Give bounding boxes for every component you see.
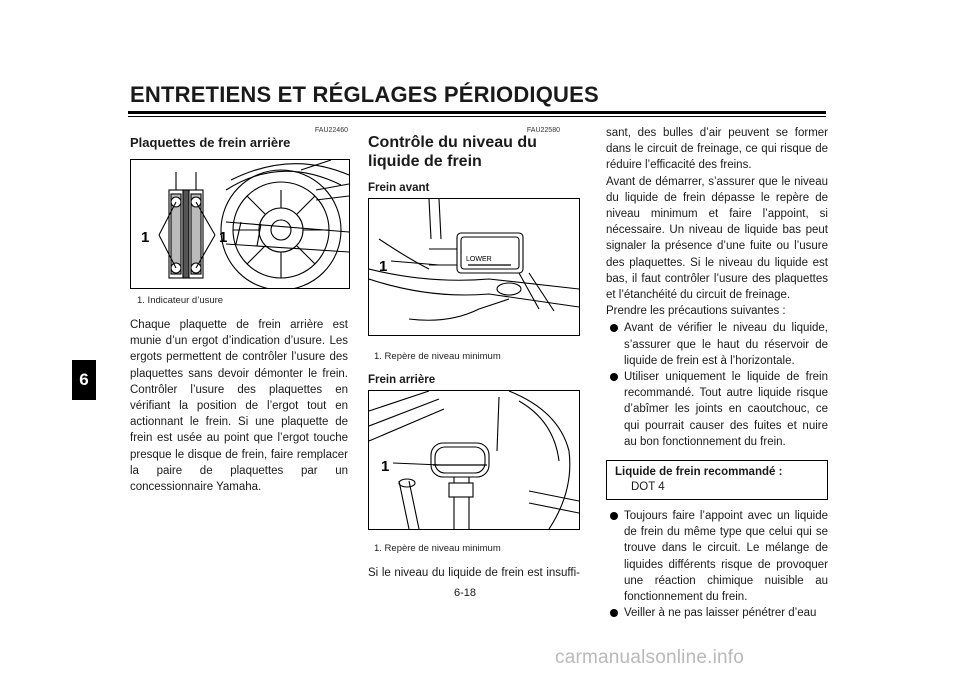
figure-rear-brake-reservoir (368, 390, 580, 530)
para-check-level: Avant de démarrer, s’assurer que le niveau du liquide de frein dépasse le repère de niveau minimum et faire l’appoint, si nécessaire. Un niveau de liquide bas peut signaler la présence d’une fuite ou l’usure des plaquettes. Si le niveau du liquide est bas, il faut contrôler l’usure des plaquettes et l’étanchéité du circuit de freinage. (606, 175, 828, 302)
figure-front-brake-reservoir (368, 198, 580, 336)
ref-code-brake-fluid: FAU22580 (526, 127, 560, 134)
body-rear-pads: Chaque plaquette de frein arrière est munie d’un ergot d’indication d’usure. Les ergots permettent de contrôler l’usure des plaquettes sans devoir démonter le frein. Contrôler l’usure des plaquettes en vérifiant la position de l’ergot tout en actionnant le frein. Si une plaquette de frein est usée au point que l’ergot touche presque le disque de frein, faire remplacer la paire de plaquettes par un concessionnaire Yamaha. (130, 319, 348, 494)
page-number: 6-18 (454, 587, 477, 599)
recommended-fluid-value: DOT 4 (631, 481, 665, 494)
page-header-title: ENTRETIENS ET RÉGLAGES PÉRIODIQUES (130, 82, 599, 107)
bullet-dot-icon (610, 373, 618, 381)
para-air-bubbles: sant, des bulles d’air peuvent se former dans le circuit de freinage, ce qui risque de réduire l’efficacité des freins. (606, 127, 828, 172)
header-rule-thick (128, 111, 826, 114)
recommended-fluid-box (606, 460, 828, 500)
para-precautions: Prendre les précautions suivantes : (606, 305, 786, 318)
bullet-dot-icon (610, 324, 618, 332)
section-heading-rear-pads: Plaquettes de frein arrière (130, 135, 291, 150)
caption-rear-pads: 1. Indicateur d’usure (137, 295, 224, 306)
figure-label-right: 1 (219, 229, 228, 246)
caption-front-brake: 1. Repère de niveau minimum (374, 351, 501, 362)
bullet-dot-icon (610, 609, 618, 617)
column-3 (606, 125, 828, 621)
subheading-front-brake: Frein avant (368, 182, 430, 194)
header-rule-thin (128, 116, 826, 117)
figure-label-front: 1 (379, 258, 388, 275)
rear-reservoir-illustration (369, 391, 579, 529)
bullet-text: Toujours faire l’appoint avec un liquide de frein du même type que celui qui se trouve dans le circuit. Le mélange de liquides différents risque de provoquer une réaction chimique nuisible au fonctionnement du frein. (624, 510, 828, 604)
chapter-tab: 6 (72, 360, 96, 400)
recommended-fluid-label: Liquide de frein recommandé : (615, 466, 783, 479)
bullet-list-b (606, 508, 828, 621)
bullet-text: Avant de vérifier le niveau du liquide, s’assurer que le haut du réservoir de liquide de frein est à l’horizontale. (624, 322, 828, 367)
bullet-text: Utiliser uniquement le liquide de frein recommandé. Tout autre liquide risque d’abîmer les joints en caoutchouc, ce qui pourrait causer des fuites et nuire au bon fonctionnement du frein. (624, 371, 828, 448)
caption-rear-brake: 1. Repère de niveau minimum (374, 543, 501, 554)
bullet-text: Veiller à ne pas laisser pénétrer d’eau (624, 607, 817, 620)
bullet-item (606, 320, 828, 369)
front-reservoir-illustration (369, 199, 579, 335)
bullet-item (606, 605, 828, 621)
subheading-rear-brake: Frein arrière (368, 374, 436, 386)
watermark-text: carmanualsonline.info (555, 647, 745, 668)
body-brake-fluid-start: Si le niveau du liquide de frein est insuffi- (368, 567, 580, 579)
bullet-item (606, 508, 828, 605)
ref-code-rear-pads: FAU22460 (314, 127, 348, 134)
bullet-item (606, 369, 828, 450)
figure-rear-brake-pads (130, 159, 350, 289)
section-heading-brake-fluid: Contrôle du niveau du liquide de frein (368, 134, 537, 170)
lower-mark-text: LOWER (466, 256, 492, 263)
bullet-list-a (606, 320, 828, 450)
bullet-dot-icon (610, 512, 618, 520)
rear-brake-illustration (131, 160, 349, 288)
figure-label-left: 1 (141, 229, 150, 246)
figure-label-rear: 1 (381, 458, 390, 475)
